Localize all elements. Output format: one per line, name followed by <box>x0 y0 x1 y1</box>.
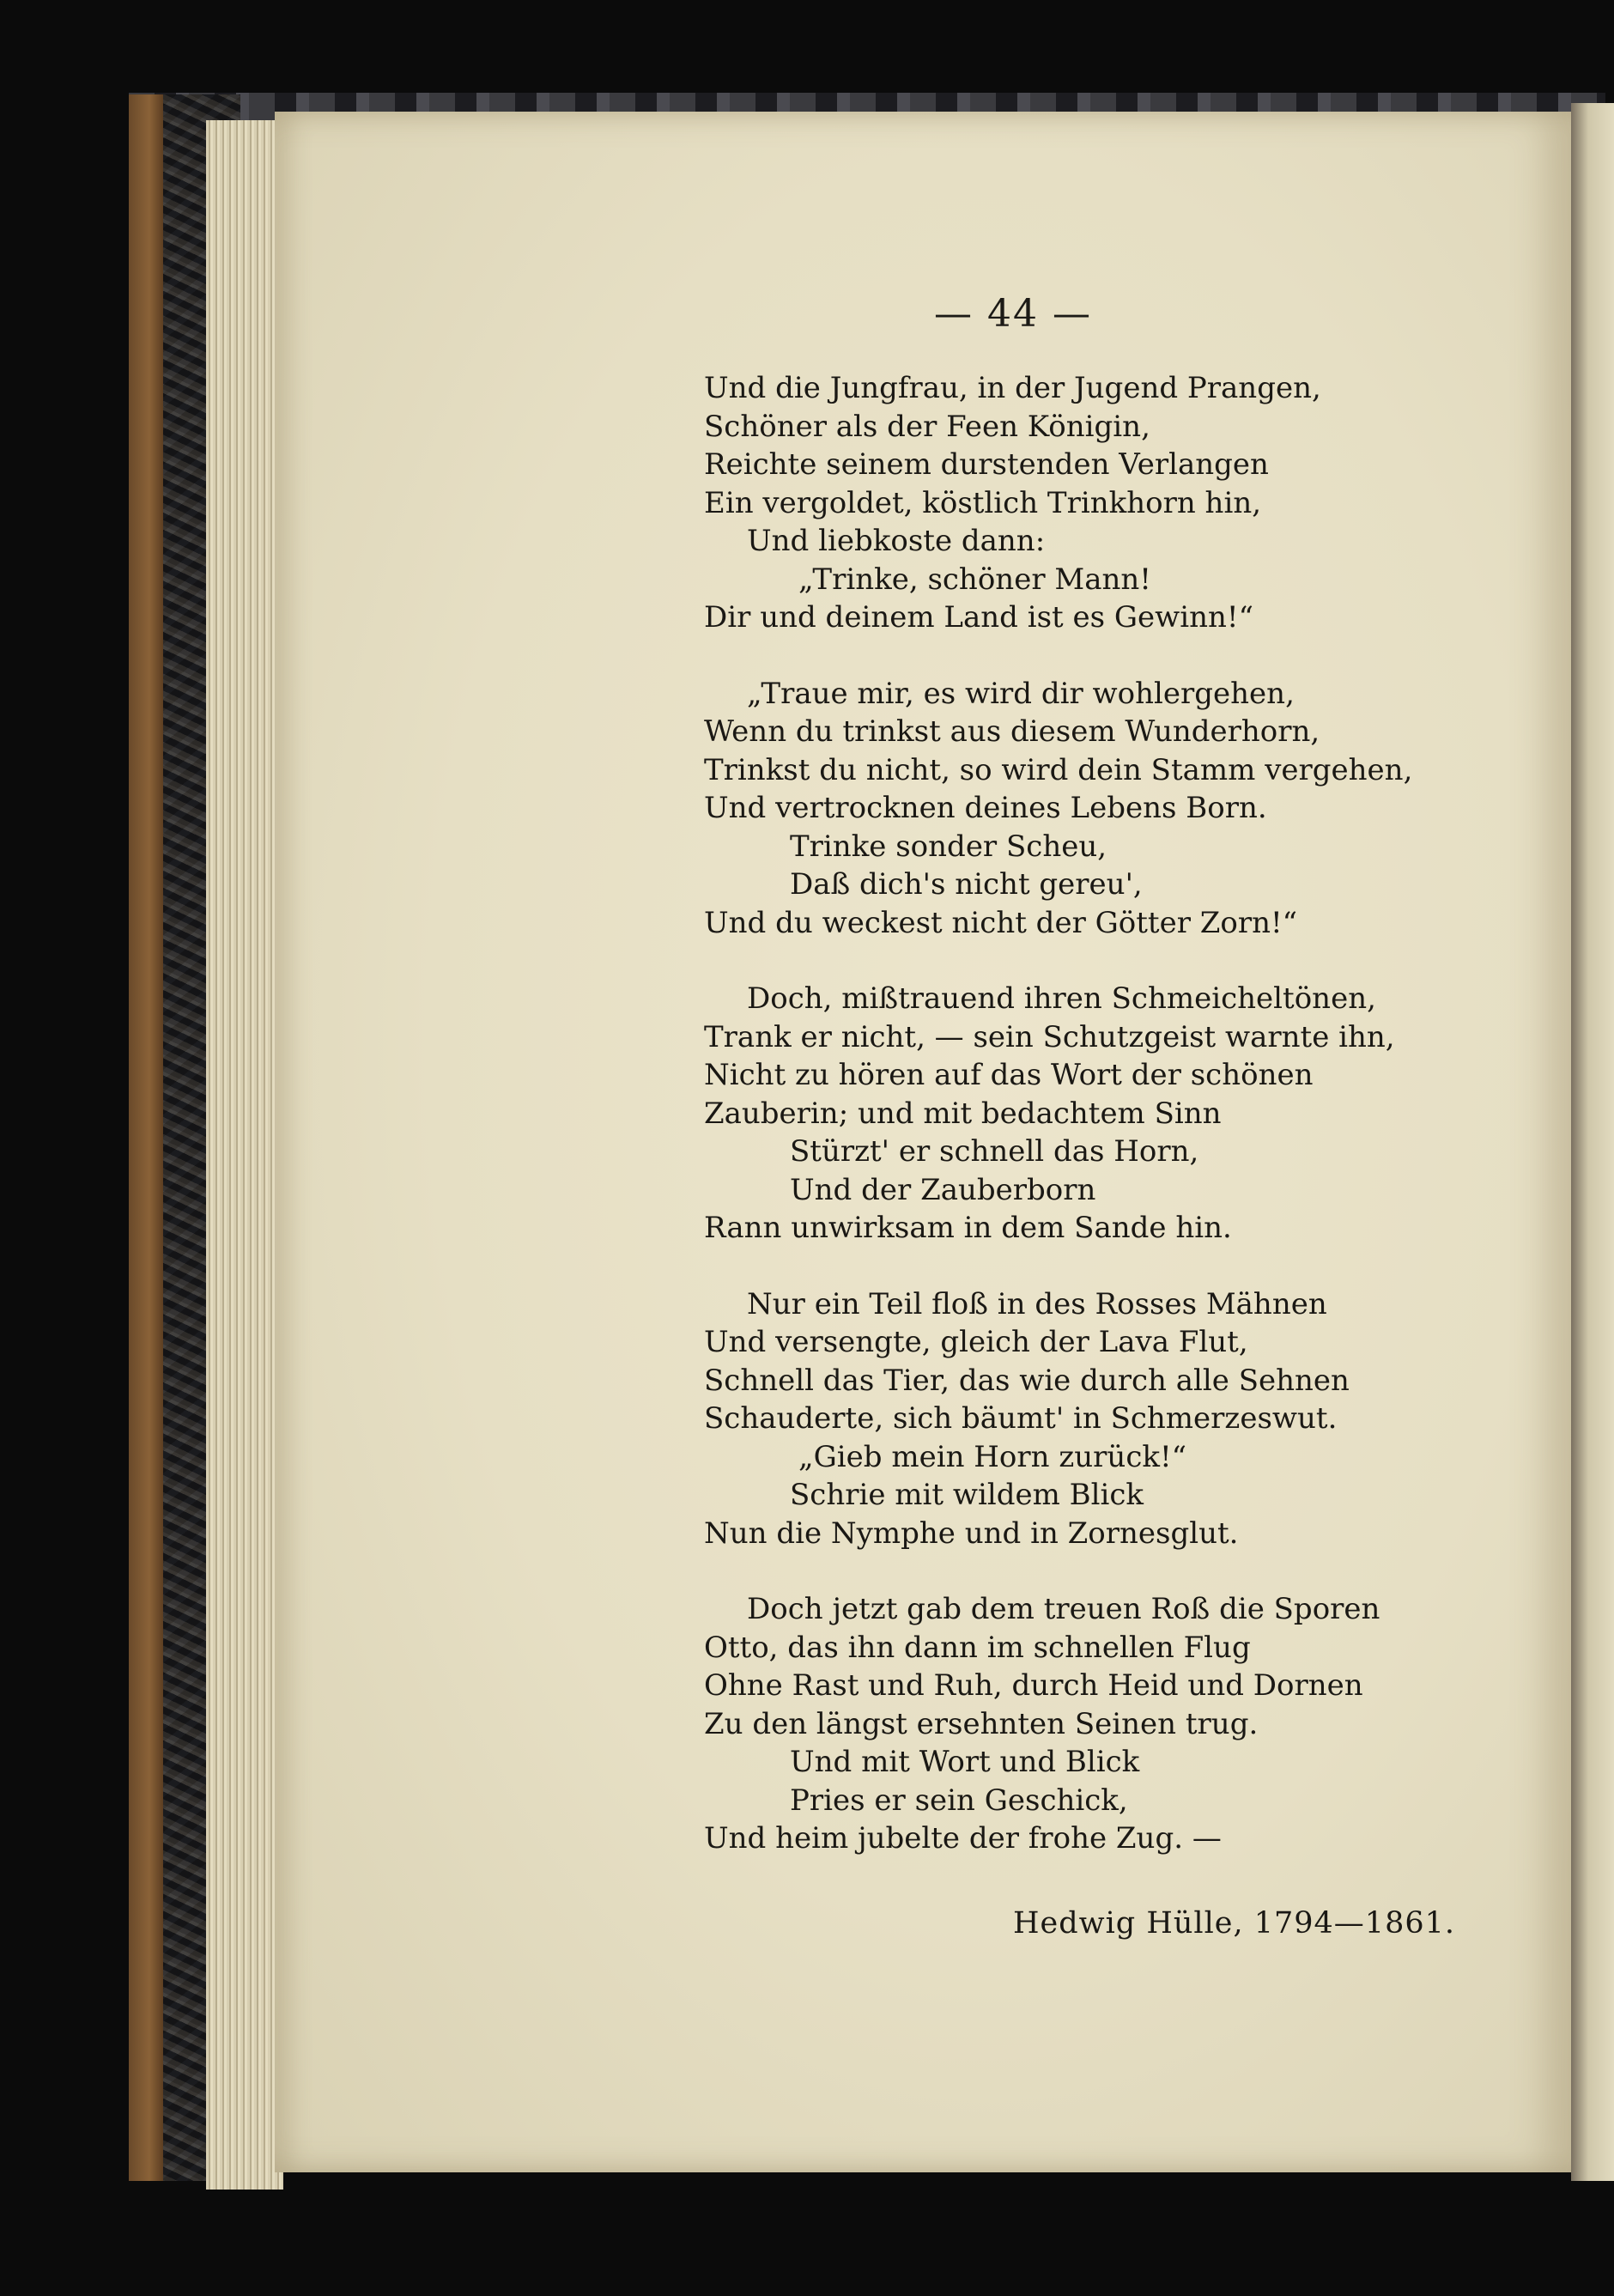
poem-line: Schauderte, sich bäumt' in Schmerzeswut. <box>704 1401 1338 1436</box>
poem-line: Schöner als der Feen Königin, <box>704 409 1150 444</box>
poem-line: Zauberin; und mit bedachtem Sinn <box>704 1096 1222 1131</box>
page-edges <box>206 120 283 2190</box>
poem-line: Trinke sonder Scheu, <box>790 829 1107 864</box>
poem-line: Und der Zauberborn <box>790 1172 1096 1207</box>
poem-line: Nun die Nymphe und in Zornesglut. <box>704 1515 1239 1551</box>
poem-line: „Traue mir, es wird dir wohlergehen, <box>747 676 1295 711</box>
poem-line: Trank er nicht, — sein Schutzgeist warnte ihn, <box>704 1019 1395 1054</box>
poem-line: Und liebkoste dann: <box>747 524 1046 558</box>
poem-line: Daß dich's nicht gereu', <box>790 867 1143 902</box>
poem-line: Und die Jungfrau, in der Jugend Prangen, <box>704 371 1321 405</box>
poem-line: „Trinke, schöner Mann! <box>798 562 1151 597</box>
stanza-2 <box>704 675 1477 943</box>
poem-line: Schrie mit wildem Blick <box>790 1478 1144 1512</box>
poem-line: Rann unwirksam in dem Sande hin. <box>704 1211 1232 1245</box>
poem-line: Reichte seinem durstenden Verlangen <box>704 447 1269 482</box>
poem-line: Nur ein Teil floß in des Rosses Mähnen <box>747 1286 1327 1321</box>
poem-line: Dir und deinem Land ist es Gewinn!“ <box>704 600 1253 635</box>
poem-line: Und mit Wort und Blick <box>790 1745 1140 1779</box>
poem-line: Stürzt' er schnell das Horn, <box>790 1134 1199 1169</box>
poem-line: Ohne Rast und Ruh, durch Heid und Dornen <box>704 1668 1363 1703</box>
cover-spine-edge <box>129 94 163 2181</box>
poem-line: Trinkst du nicht, so wird dein Stamm vergehen, <box>704 752 1413 787</box>
poem-line: Nicht zu hören auf das Wort der schönen <box>704 1058 1314 1092</box>
stanza-1 <box>704 369 1477 637</box>
poem-attribution: Hedwig Hülle, 1794—1861. <box>1013 1906 1456 1941</box>
poem-line: Und vertrocknen deines Lebens Born. <box>704 791 1267 825</box>
stanza-5 <box>704 1590 1477 1858</box>
poem-line: Pries er sein Geschick, <box>790 1783 1128 1818</box>
poem-line: Ein vergoldet, köstlich Trinkhorn hin, <box>704 485 1262 520</box>
poem-line: „Gieb mein Horn zurück!“ <box>798 1439 1187 1474</box>
facing-page-edge <box>1571 103 1614 2181</box>
stanza-4 <box>704 1285 1477 1553</box>
poem-line: Otto, das ihn dann im schnellen Flug <box>704 1630 1251 1665</box>
poem-line: Und du weckest nicht der Götter Zorn!“ <box>704 905 1298 940</box>
poem-line: Wenn du trinkst aus diesem Wunderhorn, <box>704 714 1320 749</box>
poem-line: Schnell das Tier, das wie durch alle Sehnen <box>704 1363 1350 1398</box>
poem-line: Und heim jubelte der frohe Zug. — <box>704 1821 1222 1856</box>
poem-line: Doch, mißtrauend ihren Schmeicheltönen, <box>747 981 1376 1016</box>
poem-line: Und versengte, gleich der Lava Flut, <box>704 1325 1248 1359</box>
stanza-3 <box>704 980 1477 1248</box>
poem-line: Doch jetzt gab dem treuen Roß die Sporen <box>747 1592 1380 1626</box>
poem-line: Zu den längst ersehnten Seinen trug. <box>704 1706 1259 1741</box>
page-number: — 44 — <box>934 292 1092 336</box>
poem <box>704 369 1477 1896</box>
